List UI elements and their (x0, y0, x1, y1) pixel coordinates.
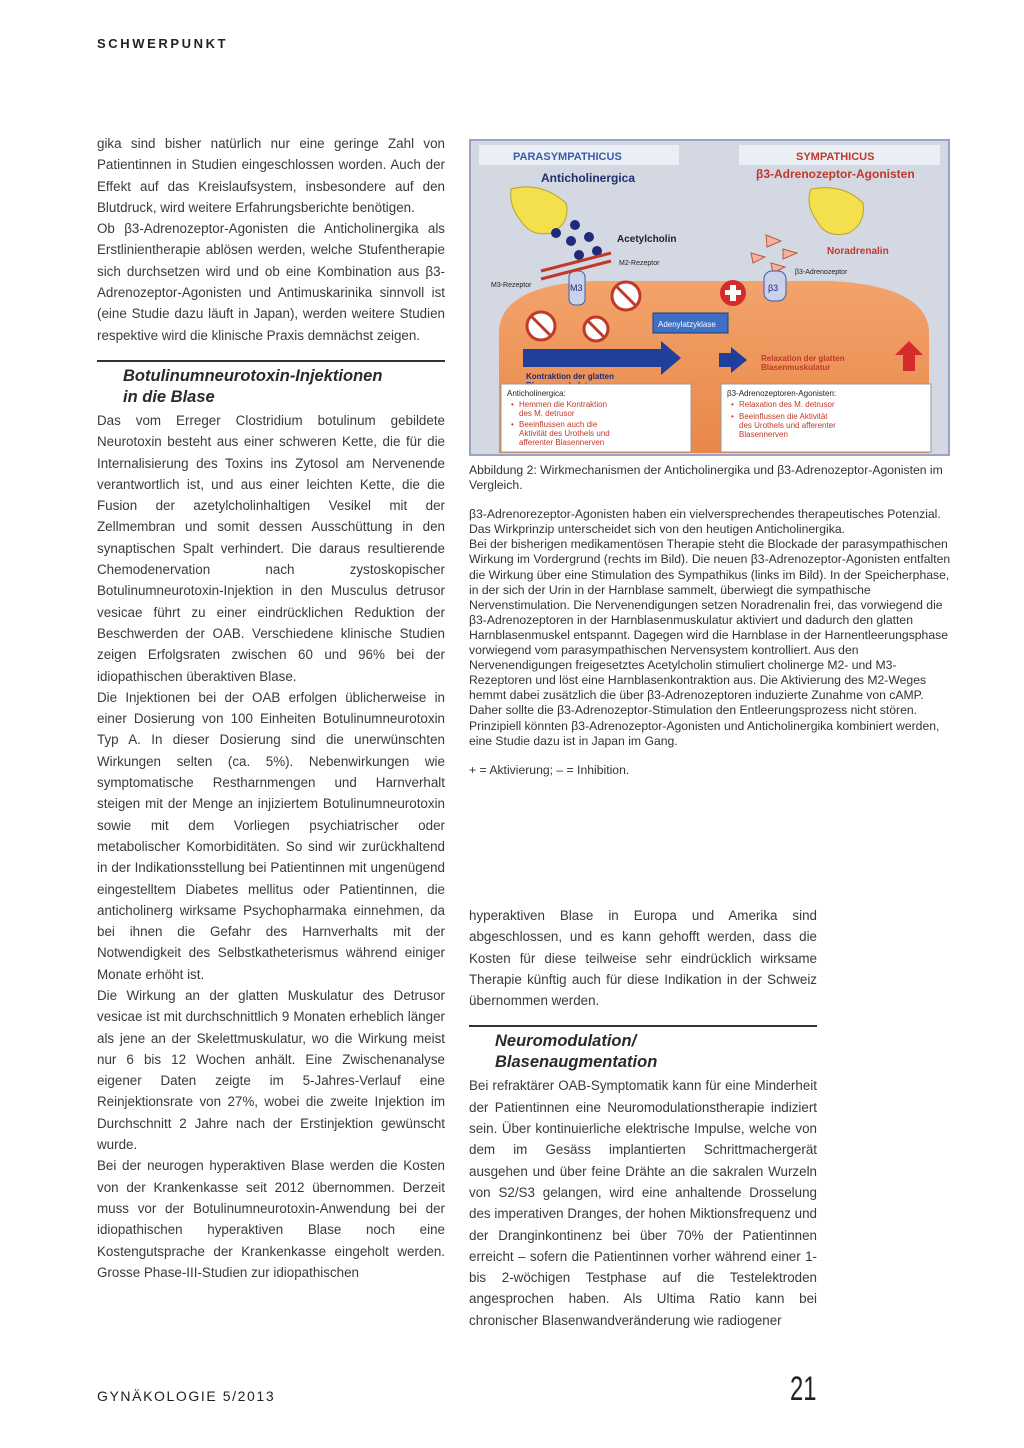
inhibition-sign (527, 312, 555, 340)
contraction-label-1: Kontraktion der glatten (526, 372, 615, 381)
figure-caption-block (469, 463, 951, 778)
b3-receptor-label: β3-Adrenozeptor (795, 269, 848, 276)
bullet-text: des M. detrusor (519, 409, 575, 418)
bullet-text: afferenter Blasennerven (519, 438, 605, 447)
bullet-text: Aktivität des Urothels und (519, 429, 610, 438)
page-number: 21 (790, 1370, 817, 1408)
paragraph: Bei der neurogen hyperaktiven Blase werden die Kosten von der Krankenkasse seit 2012 übernommen. Derzeit muss vor der Botulinumneurotoxin-Anwendung bei der idiopathischen hyperaktiven Blase noch eine Kostengutsprache der Krankenkasse eingeholt werden. Grosse Phase-III-Studien zur idiopathischen (97, 1158, 445, 1280)
paragraph: Die Injektionen bei der OAB erfolgen üblicherweise in einer Dosierung von 100 Einheiten Botulinumneurotoxin Typ A. In dieser Dosierung sind die unerwünschten Wirkungen selten (ca. 5%). Nebenwirkungen wie symptomatische Restharnmengen und Harnverhalt steigen mit der Menge an injiziertem Botulinumneurotoxin sowie mit dem Vorliegen psychiatrischer oder metabolischer Komorbiditäten. So sind wir zurückhaltend in der Indikationsstellung bei Patientinnen mit ungenügend eingestelltem Diabetes mellitus oder Patientinnen, die anticholinerg wirksame Psychopharmaka einnehmen, da bei ihnen die Gefahr des Harnverhalts mit der Notwendigkeit des Selbstkatheterismus während einiger Monate erhöht ist. (97, 689, 445, 982)
sympathicus-label: SYMPATHICUS (796, 151, 875, 163)
section-title-line: Blasenaugmentation (495, 1053, 658, 1072)
paragraph: hyperaktiven Blase in Europa und Amerika sind abgeschlossen, und es kann gehofft werden, dass die Kosten für diese teilweise sehr eindrücklich wirksame Therapie künftig auch für diese Indikation in der Schweiz übernommen werden. (469, 908, 817, 1009)
bullet-text: Blasennerven (739, 430, 788, 439)
adenylatzyklase-label: Adenylatzyklase (658, 320, 716, 329)
bullet: • (511, 400, 514, 409)
b3-box-title: β3-Adrenozeptoren-Agonisten: (727, 389, 837, 398)
acetylcholin-label: Acetylcholin (617, 234, 677, 245)
b3-label: β3 (768, 283, 779, 293)
inhibition-sign (584, 317, 608, 341)
section-title-line: Neuromodulation/ (495, 1032, 637, 1051)
left-column (97, 133, 445, 1283)
activation-sign (720, 280, 746, 306)
parasympathicus-label: PARASYMPATHICUS (513, 151, 622, 163)
section-header: SCHWERPUNKT (97, 36, 229, 51)
anticholinergica-title: Anticholinergica (541, 171, 636, 185)
m3-label: M3 (570, 283, 583, 293)
section-title (97, 366, 445, 408)
noradrenalin-label: Noradrenalin (827, 246, 889, 257)
section-divider (97, 360, 445, 362)
bullet-text: Beeinflussen auch die (519, 420, 598, 429)
section-title-line: in die Blase (123, 387, 215, 406)
right-column (469, 905, 817, 1331)
caption-paragraph: Bei der bisherigen medikamentösen Therapie steht die Blockade der parasympathischen Wirkung im Vordergrund (rechts im Bild). Die neuen β3-Adrenozeptor-Agonisten entfalten die Wirkung über eine Stimulation des Sympathikus (links im Bild). In der Speicherphase, in der sich der Urin in der Harnblase sammelt, überwiegt die sympathische Nervenstimulation. Die Nervenendigungen setzen Noradrenalin frei, das vorwiegend die β3-Adrenozeptoren in der Harnblasenmuskulatur aktiviert und dadurch den glatten Harnblasenmuskel entspannt. Dagegen wird die Harnblase in der Harnentleerungsphase vorwiegend vom parasympathischen Nervensystem kontrolliert. Aus den Nervenendigungen freigesetztes Acetylcholin stimuliert cholinerge M2- und M3-Rezeptoren und löst eine Harnblasenkontraktion aus. Die Aktivierung des M2-Weges hemmt dabei zusätzlich die über β3-Adrenozeptoren induzierte Zunahme von cAMP. Daher sollte die β3-Adrenozeptor-Stimulation den Entleerungsprozess nicht stören. Prinzipiell könnten β3-Adrenozeptor-Agonisten und Anticholinergika kombiniert werden, eine Studie dazu ist in Japan im Gang. (469, 537, 951, 748)
section-title-line: Botulinumneurotoxin-Injektionen (123, 366, 383, 385)
bullet: • (731, 400, 734, 409)
relaxation-label-2: Blasenmuskulatur (761, 363, 831, 372)
caption-legend: + = Aktivierung; – = Inhibition. (469, 762, 630, 777)
paragraph: Das vom Erreger Clostridium botulinum gebildete Neurotoxin besteht aus einer schweren Kette, die für die Internalisierung des Toxins ins Zytosol am Nervenende verantwortlich ist, und aus einer leichten Kette, die die Fusion der azetylcholinhaltigen Vesikel mit der Zellmembran und somit dessen Ausschüttung in den synaptischen Spalt verhindert. Die daraus resultierende Chemodenervation nach zystoskopischer Botulinumneurotoxin-Injektion in den Musculus detrusor vesicae führt zu einer eindrücklichen Reduktion der Beschwerden der OAB. Verschiedene klinische Studien zeigen Erfolgsraten zwischen 60 und 96% bei der idiopathischen überaktiven Blase. (97, 412, 445, 684)
inhibition-sign (612, 282, 640, 310)
journal-footer: GYNÄKOLOGIE 5/2013 (97, 1388, 276, 1404)
bullet-text: des Urothels und afferenter (739, 421, 836, 430)
caption-paragraph: β3-Adrenorezeptor-Agonisten haben ein vielversprechendes therapeutisches Potenzial. Das Wirkprinzip unterscheidet sich von den heutigen Anticholinergika. (469, 507, 941, 537)
relaxation-label-1: Relaxation der glatten (761, 354, 845, 363)
bullet-text: Relaxation des M. detrusor (739, 400, 835, 409)
paragraph: Ob β3-Adrenozeptor-Agonisten die Anticholinergika als Erstlinientherapie ablösen werden, welche Stufentherapie sich durchsetzen wird und ob eine Kombination aus β3-Adrenozeptor-Agonisten und Antimuskarinika sinnvoll ist (eine Studie dazu läuft in Japan), werden weitere Studien respektive wird die klinische Praxis demnächst zeigen. (97, 221, 445, 343)
paragraph: Die Wirkung an der glatten Muskulatur des Detrusor vesicae ist mit durchschnittlich 9 Monaten erheblich länger als jene an der Skelettmuskulatur, wo die Wirkung meist nur 6 bis 12 Wochen anhält. Eine Zwischenanalyse eigener Daten zeigte im 5-Jahres-Verlauf eine Reinjektionsrate von 27%, wobei die zweite Injektion im Durchschnitt 2 Jahre nach der Erstinjektion gewünscht wurde. (97, 987, 445, 1153)
m3-receptor-label: M3-Rezeptor (491, 282, 532, 289)
bullet: • (511, 420, 514, 429)
b3-agonists-title: β3-Adrenozeptor-Agonisten (756, 167, 915, 181)
bullet: • (731, 412, 734, 421)
paragraph: Bei refraktärer OAB-Symptomatik kann für eine Minderheit der Patientinnen eine Neuromodulationstherapie indiziert sein. Über kontinuierliche elektrische Impulse, welche von dem im Gesäss implantierten Schrittmachergerät ausgehen und über feine Drähte an die sakralen Wurzeln von S2/S3 gelangen, wird eine anhaltende Drosselung des imperativen Dranges, der hohen Miktionsfrequenz und der Dranginkontinenz bei über 70% der Patientinnen erreicht – sofern die Patientinnen vorher während einer 1- bis 2-wöchigen Testphase auf die Testelektroden angesprochen haben. Als Ultima Ratio kann bei chronischer Blasenwandveränderung wie radiogener (469, 1078, 817, 1328)
section-title (469, 1031, 817, 1073)
bullet-text: Beeinflussen die Aktivität (739, 412, 828, 421)
bullet-text: Hemmen die Kontraktion (519, 400, 608, 409)
m2-receptor-label: M2-Rezeptor (619, 260, 660, 267)
section-divider (469, 1025, 817, 1027)
anticholinergica-box-title: Anticholinergica: (507, 389, 566, 398)
figure-caption: Abbildung 2: Wirkmechanismen der Anticholinergika und β3-Adrenozeptor-Agonisten im Vergleich. (469, 463, 943, 493)
paragraph: gika sind bisher natürlich nur eine geringe Zahl von Patientinnen in Studien eingeschlossen worden. Auch der Effekt auf das Kreislaufsystem, insbesondere auf den Blutdruck, wird weitere Erfahrungsberichte benötigen. (97, 136, 445, 215)
mechanism-figure (469, 139, 950, 456)
